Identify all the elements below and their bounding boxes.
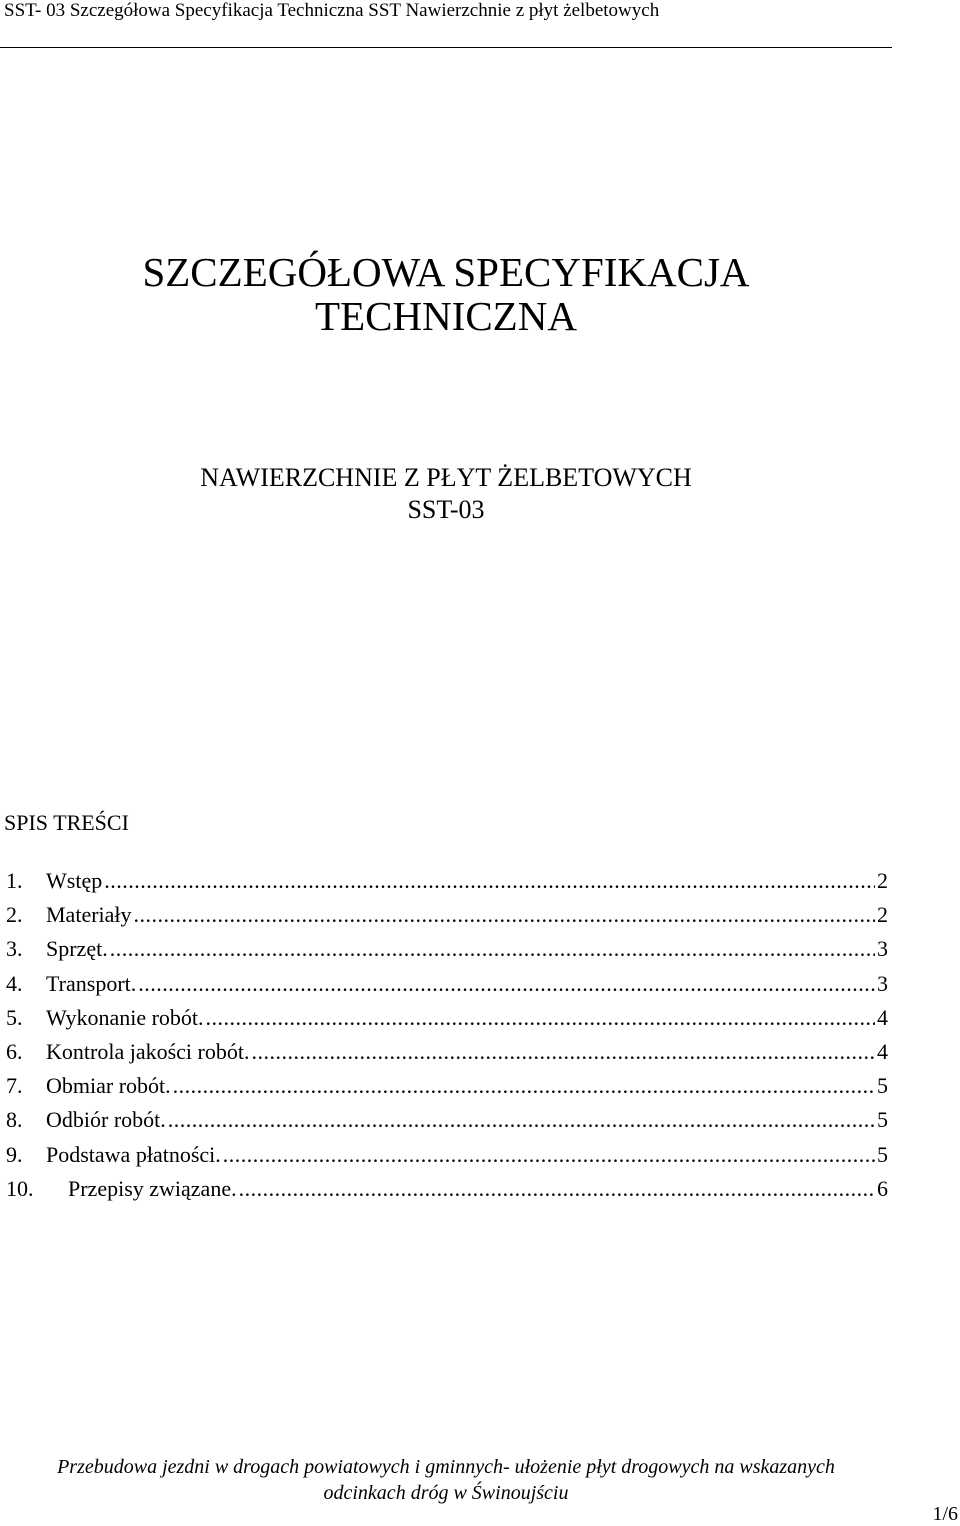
- toc-item-page: 3: [877, 970, 888, 996]
- toc-item-number: 7.: [6, 1073, 23, 1099]
- toc-item-title: Obmiar robót.: [46, 1073, 171, 1099]
- toc-item-number: 4.: [6, 970, 23, 996]
- toc-item-page: 2: [877, 902, 888, 928]
- document-title-line-2: TECHNICZNA: [315, 293, 577, 339]
- toc-leader-dots: [223, 1140, 875, 1170]
- document-subtitle: NAWIERZCHNIE Z PŁYT ŻELBETOWYCH: [200, 463, 692, 492]
- toc-item-number: 6.: [6, 1038, 23, 1064]
- toc-item-number: 2.: [6, 902, 23, 928]
- toc-leader-dots: [138, 969, 875, 999]
- toc-item-przepisy-zwiazane[interactable]: [6, 1174, 888, 1208]
- toc-item-title: Transport.: [46, 970, 137, 996]
- toc-item-title: Materiały: [46, 902, 132, 928]
- document-code: SST-03: [407, 495, 485, 524]
- toc-item-page: 2: [877, 868, 888, 893]
- toc-item-title: Odbiór robót.: [46, 1107, 166, 1133]
- toc-item-wstep[interactable]: [6, 866, 888, 900]
- toc-item-page: 4: [877, 1004, 888, 1030]
- toc-item-page: 5: [877, 1107, 888, 1133]
- toc-item-title: Sprzęt.: [46, 936, 108, 962]
- toc-item-page: 4: [877, 1038, 888, 1064]
- page-number: 1/6: [932, 1503, 958, 1525]
- toc-item-odbior-robot[interactable]: [6, 1105, 888, 1139]
- toc-heading: SPIS TREŚCI: [4, 810, 129, 835]
- footer-project-line-2: odcinkach dróg w Świnoujściu: [323, 1482, 569, 1504]
- toc-item-page: 3: [877, 936, 888, 962]
- toc-item-obmiar-robot[interactable]: [6, 1071, 888, 1105]
- toc-item-title: Podstawa płatności.: [46, 1141, 221, 1167]
- toc-item-number: 10.: [6, 1175, 34, 1201]
- toc-item-number: 3.: [6, 936, 23, 962]
- toc-leader-dots: [239, 1174, 875, 1204]
- toc-item-title: Wstęp: [46, 868, 103, 893]
- document-title-line-1: SZCZEGÓŁOWA SPECYFIKACJA: [142, 249, 750, 295]
- toc-item-title: Kontrola jakości robót.: [46, 1038, 250, 1064]
- toc-leader-dots: [134, 900, 875, 930]
- toc-item-number: 5.: [6, 1004, 23, 1030]
- toc-item-number: 9.: [6, 1141, 23, 1167]
- table-of-contents: [6, 866, 888, 1208]
- toc-item-title: Wykonanie robót.: [46, 1004, 204, 1030]
- toc-leader-dots: [110, 934, 875, 964]
- toc-leader-dots: [168, 1105, 875, 1135]
- header-rule: [0, 47, 892, 48]
- toc-item-title: Przepisy związane.: [68, 1175, 237, 1201]
- toc-item-materialy[interactable]: [6, 900, 888, 934]
- toc-item-page: 5: [877, 1141, 888, 1167]
- toc-item-number: 1.: [6, 868, 23, 893]
- toc-leader-dots: [206, 1003, 875, 1033]
- footer-project-line-1: Przebudowa jezdni w drogach powiatowych i gminnych- ułożenie płyt drogowych na wskazanych: [57, 1456, 835, 1478]
- toc-item-number: 8.: [6, 1107, 23, 1133]
- toc-item-transport[interactable]: [6, 969, 888, 1003]
- toc-item-sprzet[interactable]: [6, 934, 888, 968]
- toc-leader-dots: [104, 866, 875, 896]
- running-header: SST- 03 Szczegółowa Specyfikacja Techniczna SST Nawierzchnie z płyt żelbetowych: [4, 0, 660, 21]
- toc-item-wykonanie-robot[interactable]: [6, 1003, 888, 1037]
- toc-item-podstawa-platnosci[interactable]: [6, 1140, 888, 1174]
- toc-leader-dots: [173, 1071, 875, 1101]
- toc-leader-dots: [251, 1037, 875, 1067]
- toc-item-page: 6: [877, 1175, 888, 1201]
- toc-item-page: 5: [877, 1073, 888, 1099]
- toc-item-kontrola-jakosci[interactable]: [6, 1037, 888, 1071]
